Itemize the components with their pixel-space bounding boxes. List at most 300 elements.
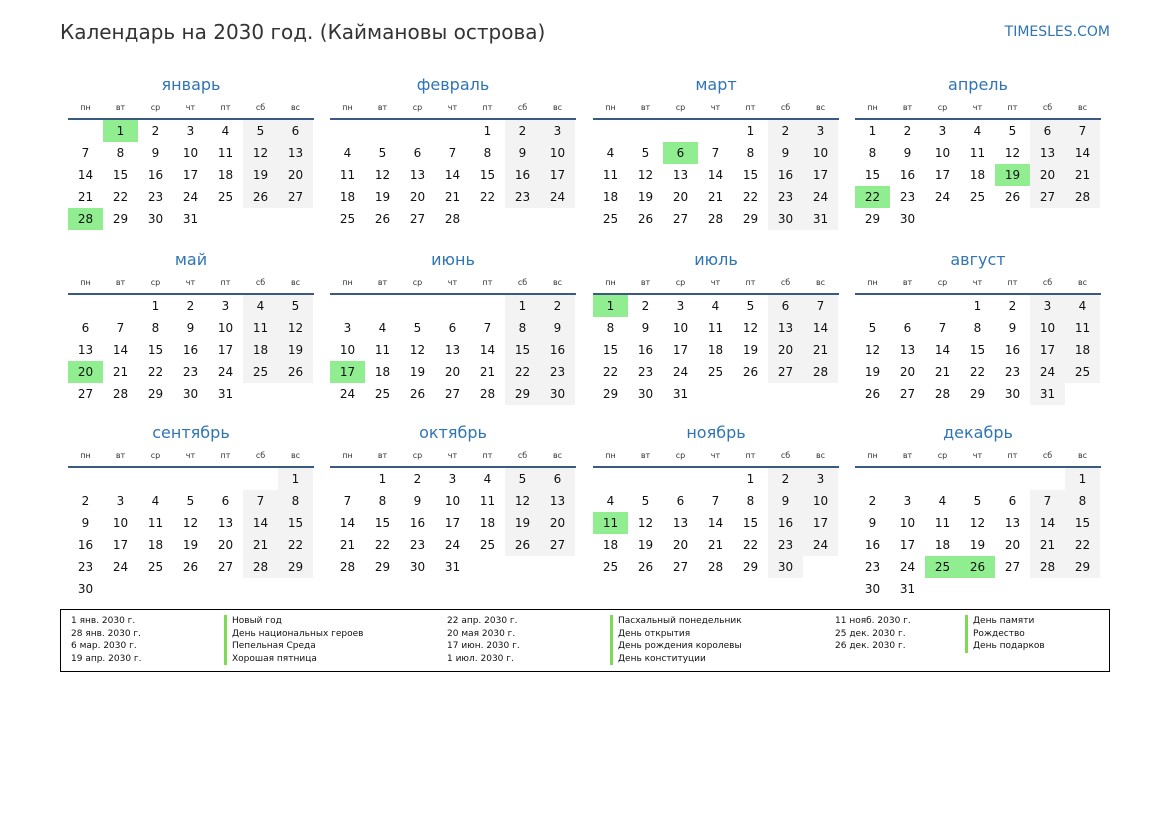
day-cell: 19	[637, 538, 654, 552]
day-cell: 1	[746, 124, 755, 138]
day-cell: 20	[672, 538, 689, 552]
weekday-label: ср	[937, 278, 948, 287]
month-block	[68, 72, 314, 230]
day-cell: 10	[803, 490, 838, 512]
day-cell: 8	[973, 321, 982, 335]
day-cell: 6	[278, 120, 313, 142]
day-cell: 16	[505, 164, 540, 186]
day-cell: 21	[339, 538, 356, 552]
day-cell: 12	[637, 168, 654, 182]
weekday-label: ср	[675, 278, 686, 287]
day-cell: 2	[903, 124, 912, 138]
day-cell: 16	[768, 164, 803, 186]
weekday-header	[855, 98, 1101, 120]
day-cell: 19	[409, 365, 426, 379]
month-block	[855, 247, 1101, 405]
empty-cell	[400, 120, 435, 142]
weekday-label: вт	[377, 278, 388, 287]
month-name: октябрь	[419, 423, 487, 442]
day-cell: 13	[409, 168, 426, 182]
weekday-label: сб	[255, 451, 266, 460]
day-cell: 14	[112, 343, 129, 357]
empty-cell	[890, 295, 925, 317]
day-cell: 5	[868, 321, 877, 335]
day-cell: 15	[374, 516, 391, 530]
legend-date: 1 июл. 2030 г.	[447, 653, 514, 664]
day-cell: 10	[444, 494, 461, 508]
legend-names-col-2	[610, 615, 742, 665]
day-cell: 5	[505, 468, 540, 490]
day-cell: 15	[112, 168, 129, 182]
day-cell: 18	[969, 168, 986, 182]
weekday-label: вт	[640, 451, 651, 460]
weekday-label: пт	[745, 278, 756, 287]
day-cell: 19	[505, 512, 540, 534]
brand-link[interactable]: TIMESLES.COM	[1004, 24, 1110, 40]
legend-holiday-name: Рождество	[965, 628, 1045, 641]
day-cell: 17	[182, 168, 199, 182]
day-cell: 16	[1004, 343, 1021, 357]
weekday-label: пн	[342, 451, 353, 460]
day-cell: 22	[1065, 534, 1100, 556]
day-cell: 13	[278, 142, 313, 164]
day-cell: 3	[803, 468, 838, 490]
days-grid	[593, 120, 839, 230]
month-name: июнь	[431, 250, 475, 269]
weekday-label: вс	[815, 451, 826, 460]
day-cell: 4	[483, 472, 492, 486]
weekday-label: сб	[255, 103, 266, 112]
day-cell: 5	[746, 299, 755, 313]
day-cell: 9	[641, 321, 650, 335]
weekday-label: вс	[552, 103, 563, 112]
weekday-label: пт	[220, 103, 231, 112]
day-cell: 5	[1008, 124, 1017, 138]
day-cell: 27	[899, 387, 916, 401]
day-cell: 24	[672, 365, 689, 379]
day-cell: 18	[339, 190, 356, 204]
day-cell: 10	[899, 516, 916, 530]
day-cell: 26	[742, 365, 759, 379]
day-cell: 26	[374, 212, 391, 226]
day-cell: 9	[903, 146, 912, 160]
weekday-label: чт	[972, 103, 983, 112]
day-cell: 14	[479, 343, 496, 357]
page-title: Календарь на 2030 год. (Каймановы острова)	[60, 20, 546, 44]
day-cell: 13	[1030, 142, 1065, 164]
day-cell: 12	[243, 142, 278, 164]
day-cell: 13	[540, 490, 575, 512]
month-name: февраль	[416, 75, 490, 94]
weekday-header	[855, 446, 1101, 468]
day-cell: 13	[1004, 516, 1021, 530]
day-cell: 28	[934, 387, 951, 401]
weekday-label: чт	[710, 451, 721, 460]
weekday-header	[330, 273, 576, 295]
day-cell: 23	[409, 538, 426, 552]
day-cell: 28	[112, 387, 129, 401]
day-cell: 1	[505, 295, 540, 317]
day-cell: 15	[969, 343, 986, 357]
day-cell: 14	[707, 516, 724, 530]
day-cell: 6	[540, 468, 575, 490]
day-cell: 16	[864, 538, 881, 552]
month-name: январь	[161, 75, 221, 94]
day-cell: 20	[768, 339, 803, 361]
day-cell: 4	[378, 321, 387, 335]
day-cell: 28	[1065, 186, 1100, 208]
day-cell: 26	[637, 212, 654, 226]
day-cell: 9	[81, 516, 90, 530]
legend-names-col-3	[965, 615, 1045, 653]
weekday-label: пт	[482, 278, 493, 287]
day-cell: 5	[186, 494, 195, 508]
day-cell: 24	[182, 190, 199, 204]
day-cell: 12	[374, 168, 391, 182]
day-cell: 7	[483, 321, 492, 335]
weekday-label: пт	[745, 451, 756, 460]
day-cell: 2	[868, 494, 877, 508]
day-cell: 4	[711, 299, 720, 313]
days-grid	[855, 295, 1101, 405]
day-cell: 9	[768, 490, 803, 512]
weekday-label: вт	[115, 451, 126, 460]
day-cell: 26	[1004, 190, 1021, 204]
day-cell: 28	[707, 560, 724, 574]
day-cell: 28	[479, 387, 496, 401]
empty-cell	[435, 295, 470, 317]
weekday-label: ср	[412, 451, 423, 460]
day-cell: 7	[803, 295, 838, 317]
month-name: май	[174, 250, 208, 269]
empty-cell	[330, 120, 365, 142]
day-cell: 24	[1030, 361, 1065, 383]
day-cell: 23	[182, 365, 199, 379]
day-cell: 23	[77, 560, 94, 574]
day-cell: 3	[803, 120, 838, 142]
weekday-label: сб	[517, 451, 528, 460]
day-cell: 14	[1065, 142, 1100, 164]
day-cell: 31	[182, 212, 199, 226]
day-cell: 28	[339, 560, 356, 574]
weekday-label: пн	[605, 103, 616, 112]
day-cell: 20	[899, 365, 916, 379]
weekday-label: вс	[1077, 103, 1088, 112]
day-cell: 21	[707, 538, 724, 552]
day-cell: 15	[602, 343, 619, 357]
weekday-label: сб	[517, 103, 528, 112]
day-cell: 17	[934, 168, 951, 182]
day-cell: 3	[116, 494, 125, 508]
day-cell: 29	[278, 556, 313, 578]
day-cell: 11	[479, 494, 496, 508]
weekday-label: чт	[710, 103, 721, 112]
day-cell: 4	[938, 494, 947, 508]
weekday-label: пт	[1007, 451, 1018, 460]
weekday-label: вт	[115, 103, 126, 112]
day-cell: 2	[413, 472, 422, 486]
holiday-day-cell: 19	[995, 164, 1030, 186]
weekday-header	[330, 446, 576, 468]
days-grid	[68, 120, 314, 230]
empty-cell	[173, 468, 208, 490]
legend-date: 28 янв. 2030 г.	[71, 628, 141, 639]
day-cell: 10	[934, 146, 951, 160]
day-cell: 17	[803, 512, 838, 534]
month-name: июль	[694, 250, 738, 269]
day-cell: 29	[742, 560, 759, 574]
day-cell: 31	[1030, 383, 1065, 405]
day-cell: 27	[278, 186, 313, 208]
day-cell: 7	[711, 146, 720, 160]
day-cell: 8	[151, 321, 160, 335]
day-cell: 2	[505, 120, 540, 142]
day-cell: 8	[1065, 490, 1100, 512]
empty-cell	[103, 468, 138, 490]
empty-cell	[435, 120, 470, 142]
weekday-label: пн	[605, 451, 616, 460]
month-name: сентябрь	[152, 423, 230, 442]
day-cell: 27	[672, 560, 689, 574]
legend-date: 1 янв. 2030 г.	[71, 616, 136, 626]
day-cell: 22	[147, 365, 164, 379]
empty-cell	[925, 295, 960, 317]
weekday-label: вт	[902, 278, 913, 287]
day-cell: 20	[278, 164, 313, 186]
legend-holiday-name: День памяти	[965, 615, 1045, 628]
day-cell: 14	[803, 317, 838, 339]
weekday-label: сб	[1042, 278, 1053, 287]
day-cell: 8	[746, 494, 755, 508]
day-cell: 22	[374, 538, 391, 552]
legend-holiday-name: Пепельная Среда	[224, 640, 363, 653]
empty-cell	[470, 295, 505, 317]
day-cell: 12	[742, 321, 759, 335]
day-cell: 19	[182, 538, 199, 552]
weekday-label: сб	[780, 451, 791, 460]
weekday-label: чт	[972, 451, 983, 460]
day-cell: 7	[448, 146, 457, 160]
day-cell: 22	[742, 538, 759, 552]
day-cell: 6	[1008, 494, 1017, 508]
empty-cell	[138, 468, 173, 490]
day-cell: 17	[217, 343, 234, 357]
weekday-label: сб	[780, 103, 791, 112]
day-cell: 19	[864, 365, 881, 379]
weekday-header	[68, 273, 314, 295]
weekday-label: вс	[552, 451, 563, 460]
day-cell: 10	[540, 142, 575, 164]
day-cell: 4	[343, 146, 352, 160]
day-cell: 19	[969, 538, 986, 552]
day-cell: 22	[602, 365, 619, 379]
day-cell: 10	[803, 142, 838, 164]
month-block	[855, 72, 1101, 230]
day-cell: 27	[672, 212, 689, 226]
day-cell: 29	[147, 387, 164, 401]
day-cell: 6	[221, 494, 230, 508]
day-cell: 9	[768, 142, 803, 164]
day-cell: 16	[768, 512, 803, 534]
day-cell: 12	[409, 343, 426, 357]
day-cell: 5	[243, 120, 278, 142]
weekday-label: вт	[640, 278, 651, 287]
day-cell: 6	[676, 494, 685, 508]
day-cell: 18	[934, 538, 951, 552]
weekday-label: ср	[675, 103, 686, 112]
day-cell: 1	[151, 299, 160, 313]
day-cell: 25	[1065, 361, 1100, 383]
empty-cell	[960, 468, 995, 490]
day-cell: 29	[602, 387, 619, 401]
day-cell: 5	[641, 494, 650, 508]
day-cell: 1	[973, 299, 982, 313]
day-cell: 30	[768, 208, 803, 230]
legend-date: 25 дек. 2030 г.	[835, 628, 906, 639]
day-cell: 13	[672, 168, 689, 182]
weekday-label: вт	[115, 278, 126, 287]
day-cell: 3	[448, 472, 457, 486]
day-cell: 30	[637, 387, 654, 401]
day-cell: 8	[746, 146, 755, 160]
day-cell: 12	[182, 516, 199, 530]
day-cell: 1	[378, 472, 387, 486]
weekday-label: сб	[1042, 103, 1053, 112]
weekday-header	[330, 98, 576, 120]
day-cell: 28	[1030, 556, 1065, 578]
day-cell: 27	[217, 560, 234, 574]
day-cell: 31	[444, 560, 461, 574]
month-block	[330, 72, 576, 230]
day-cell: 26	[243, 186, 278, 208]
empty-cell	[855, 295, 890, 317]
day-cell: 16	[540, 339, 575, 361]
weekday-label: вс	[1077, 451, 1088, 460]
day-cell: 11	[243, 317, 278, 339]
day-cell: 25	[374, 387, 391, 401]
day-cell: 15	[742, 516, 759, 530]
day-cell: 8	[505, 317, 540, 339]
empty-cell	[103, 295, 138, 317]
weekday-label: пн	[80, 278, 91, 287]
day-cell: 23	[540, 361, 575, 383]
day-cell: 31	[217, 387, 234, 401]
legend-holiday-name: Пасхальный понедельник	[610, 615, 742, 628]
empty-cell	[628, 468, 663, 490]
weekday-label: пн	[80, 103, 91, 112]
day-cell: 24	[899, 560, 916, 574]
day-cell: 8	[278, 490, 313, 512]
day-cell: 30	[182, 387, 199, 401]
day-cell: 14	[707, 168, 724, 182]
day-cell: 10	[672, 321, 689, 335]
weekday-label: пн	[342, 103, 353, 112]
day-cell: 3	[221, 299, 230, 313]
weekday-header	[593, 98, 839, 120]
weekday-label: ср	[937, 103, 948, 112]
legend-dates-col-3	[835, 615, 911, 653]
weekday-label: вс	[552, 278, 563, 287]
empty-cell	[593, 120, 628, 142]
day-cell: 13	[672, 516, 689, 530]
day-cell: 18	[217, 168, 234, 182]
day-cell: 9	[186, 321, 195, 335]
day-cell: 6	[81, 321, 90, 335]
day-cell: 25	[969, 190, 986, 204]
day-cell: 26	[182, 560, 199, 574]
month-block	[68, 420, 314, 600]
day-cell: 23	[864, 560, 881, 574]
weekday-label: вт	[902, 103, 913, 112]
weekday-label: пт	[220, 451, 231, 460]
day-cell: 20	[409, 190, 426, 204]
month-block	[330, 420, 576, 578]
weekday-label: пт	[745, 103, 756, 112]
day-cell: 8	[868, 146, 877, 160]
day-cell: 19	[278, 339, 313, 361]
days-grid	[330, 120, 576, 230]
day-cell: 14	[1030, 512, 1065, 534]
day-cell: 7	[243, 490, 278, 512]
day-cell: 22	[278, 534, 313, 556]
day-cell: 20	[444, 365, 461, 379]
day-cell: 29	[112, 212, 129, 226]
day-cell: 15	[864, 168, 881, 182]
day-cell: 3	[903, 494, 912, 508]
day-cell: 25	[147, 560, 164, 574]
day-cell: 21	[112, 365, 129, 379]
day-cell: 7	[116, 321, 125, 335]
day-cell: 23	[1004, 365, 1021, 379]
day-cell: 19	[637, 190, 654, 204]
empty-cell	[400, 295, 435, 317]
weekday-label: чт	[185, 278, 196, 287]
day-cell: 8	[483, 146, 492, 160]
day-cell: 18	[602, 190, 619, 204]
day-cell: 21	[934, 365, 951, 379]
day-cell: 25	[602, 560, 619, 574]
day-cell: 3	[540, 120, 575, 142]
legend-holiday-name: День подарков	[965, 640, 1045, 653]
month-block	[68, 247, 314, 405]
weekday-label: вт	[902, 451, 913, 460]
weekday-label: пт	[1007, 103, 1018, 112]
day-cell: 5	[641, 146, 650, 160]
month-block	[855, 420, 1101, 600]
day-cell: 4	[243, 295, 278, 317]
day-cell: 21	[444, 190, 461, 204]
legend-date: 19 апр. 2030 г.	[71, 653, 142, 664]
day-cell: 22	[969, 365, 986, 379]
day-cell: 28	[707, 212, 724, 226]
empty-cell	[593, 468, 628, 490]
weekday-header	[593, 446, 839, 468]
day-cell: 25	[707, 365, 724, 379]
day-cell: 11	[707, 321, 724, 335]
day-cell: 10	[182, 146, 199, 160]
day-cell: 18	[707, 343, 724, 357]
weekday-label: ср	[150, 278, 161, 287]
day-cell: 7	[343, 494, 352, 508]
empty-cell	[1030, 468, 1065, 490]
day-cell: 21	[707, 190, 724, 204]
day-cell: 2	[641, 299, 650, 313]
weekday-label: чт	[710, 278, 721, 287]
day-cell: 2	[151, 124, 160, 138]
empty-cell	[330, 295, 365, 317]
day-cell: 15	[505, 339, 540, 361]
weekday-label: вс	[1077, 278, 1088, 287]
